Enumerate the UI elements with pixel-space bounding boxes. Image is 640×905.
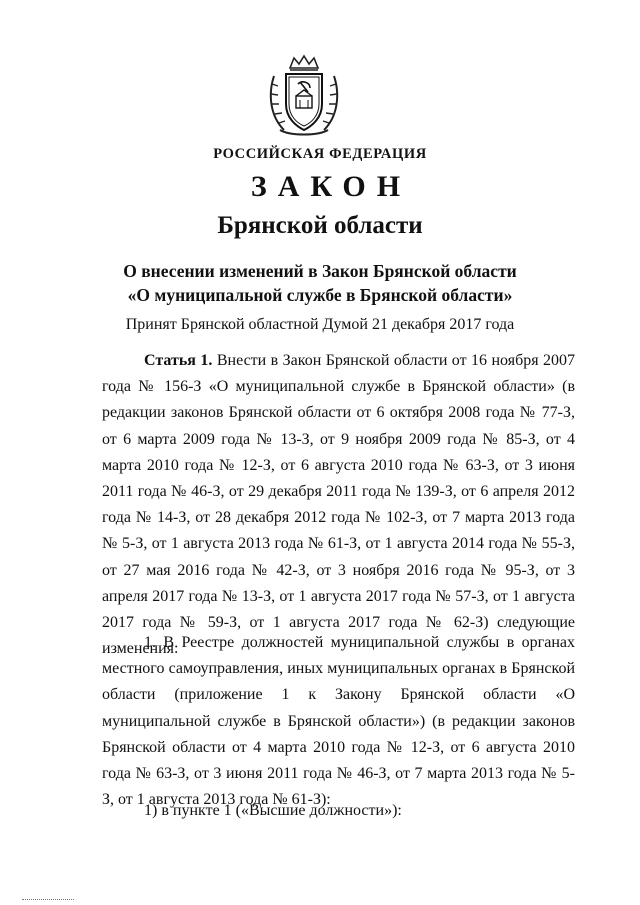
article-1-paragraph: [102, 348, 575, 662]
subitem-1-paragraph: 1) в пункте 1 («Высшие должности»):: [144, 802, 402, 819]
law-title-line-1: О внесении изменений в Закон Брянской области: [123, 261, 517, 281]
adoption-note: Принят Брянской областной Думой 21 декабря 2017 года: [125, 316, 515, 333]
article-1-label: Статья 1.: [144, 352, 213, 369]
item-1-paragraph: 1. В Реестре должностей муниципальной службы в органах местного самоуправления, иных муниципальных органах в Брянской области (приложение 1 к Закону Брянской области «О муниципальной службе в Брянской области») (в редакции законов Брянской области от 4 марта 2010 года № 12-З, от 6 августа 2010 года № 63-З, от 3 июня 2011 года № 46-З, от 7 марта 2013 года № 5-З, от 1 августа 2013 года № 61-З):: [102, 634, 575, 809]
country-heading: РОССИЙСКАЯ ФЕДЕРАЦИЯ: [213, 146, 427, 162]
article-1-text: Внести в Закон Брянской области от 16 ноября 2007 года № 156-З «О муниципальной службе в Брянской области» (в редакции законов Брянской области от 6 октября 2008 года № 77-З, от 6 марта 2009 года № 13-З, от 9 ноября 2009 года № 85-З, от 4 марта 2010 года № 12-З, от 6 августа 2010 года № 63-З, от 3 июня 2011 года № 46-З, от 29 декабря 2011 года № 139-З, от 6 апреля 2012 года № 14-З, от 28 декабря 2012 года № 102-З, от 7 марта 2013 года № 5-З, от 1 августа 2013 года № 61-З, от 1 августа 2014 года № 55-З, от 27 мая 2016 года № 42-З, от 3 ноября 2016 года № 95-З, от 3 апреля 2017 года № 13-З, от 1 августа 2017 года № 57-З, от 1 августа 2017 года № 59-З, от 1 августа 2017 года № 62-З) следующие изменения:: [102, 352, 576, 658]
law-title: [0, 259, 640, 307]
law-title-line-2: «О муниципальной службе в Брянской области»: [127, 285, 513, 305]
coat-of-arms-icon: [266, 54, 342, 138]
document-type-heading: ЗАКОН: [250, 170, 412, 203]
footer-dotted-line: [22, 899, 74, 900]
region-heading: Брянской области: [217, 212, 423, 239]
